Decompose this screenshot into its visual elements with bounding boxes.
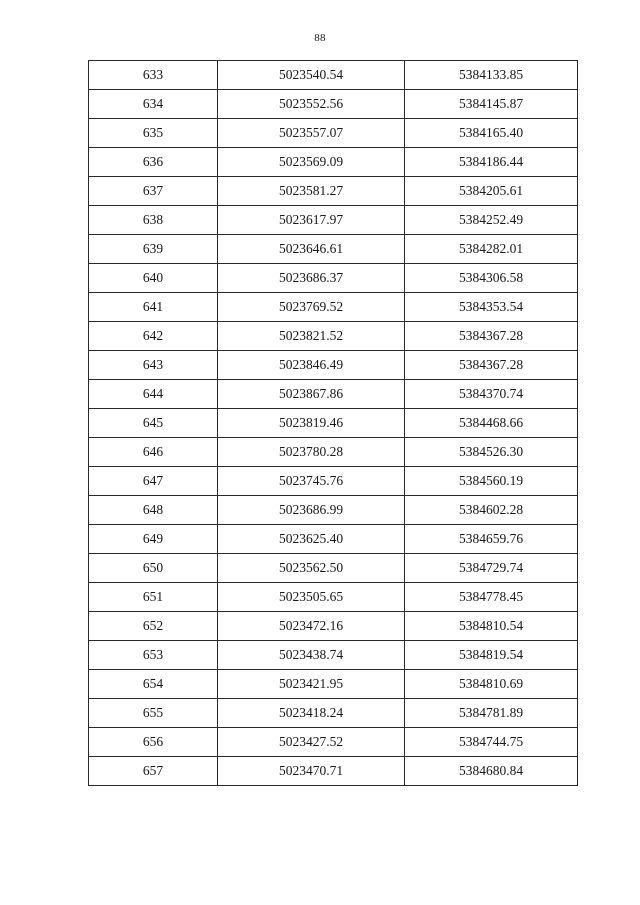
y-coordinate-cell: 5384205.61 [405,177,578,206]
y-coordinate-cell: 5384560.19 [405,467,578,496]
point-number-cell: 651 [89,583,218,612]
table-row [89,264,578,293]
point-number-cell: 633 [89,61,218,90]
x-coordinate-cell: 5023646.61 [218,235,405,264]
table-row [89,351,578,380]
x-coordinate-cell: 5023819.46 [218,409,405,438]
y-coordinate-cell: 5384729.74 [405,554,578,583]
point-number-cell: 650 [89,554,218,583]
x-coordinate-cell: 5023470.71 [218,757,405,786]
table-row [89,670,578,699]
point-number-cell: 647 [89,467,218,496]
table-row [89,293,578,322]
table-row [89,61,578,90]
coordinate-table [88,60,578,786]
table-row [89,322,578,351]
y-coordinate-cell: 5384145.87 [405,90,578,119]
x-coordinate-cell: 5023617.97 [218,206,405,235]
y-coordinate-cell: 5384367.28 [405,322,578,351]
x-coordinate-cell: 5023769.52 [218,293,405,322]
x-coordinate-cell: 5023686.99 [218,496,405,525]
x-coordinate-cell: 5023780.28 [218,438,405,467]
table-row [89,699,578,728]
table-row [89,206,578,235]
y-coordinate-cell: 5384602.28 [405,496,578,525]
table-row [89,612,578,641]
y-coordinate-cell: 5384810.54 [405,612,578,641]
y-coordinate-cell: 5384165.40 [405,119,578,148]
x-coordinate-cell: 5023540.54 [218,61,405,90]
page-number: 88 [314,32,326,44]
point-number-cell: 653 [89,641,218,670]
x-coordinate-cell: 5023552.56 [218,90,405,119]
x-coordinate-cell: 5023745.76 [218,467,405,496]
y-coordinate-cell: 5384306.58 [405,264,578,293]
x-coordinate-cell: 5023821.52 [218,322,405,351]
point-number-cell: 648 [89,496,218,525]
y-coordinate-cell: 5384781.89 [405,699,578,728]
point-number-cell: 649 [89,525,218,554]
x-coordinate-cell: 5023505.65 [218,583,405,612]
table-row [89,583,578,612]
y-coordinate-cell: 5384778.45 [405,583,578,612]
point-number-cell: 645 [89,409,218,438]
x-coordinate-cell: 5023581.27 [218,177,405,206]
table-row [89,90,578,119]
x-coordinate-cell: 5023625.40 [218,525,405,554]
point-number-cell: 638 [89,206,218,235]
table-row [89,119,578,148]
x-coordinate-cell: 5023472.16 [218,612,405,641]
table-row [89,496,578,525]
x-coordinate-cell: 5023867.86 [218,380,405,409]
table-row [89,409,578,438]
point-number-cell: 656 [89,728,218,757]
point-number-cell: 637 [89,177,218,206]
point-number-cell: 634 [89,90,218,119]
y-coordinate-cell: 5384810.69 [405,670,578,699]
y-coordinate-cell: 5384282.01 [405,235,578,264]
y-coordinate-cell: 5384133.85 [405,61,578,90]
x-coordinate-cell: 5023421.95 [218,670,405,699]
point-number-cell: 657 [89,757,218,786]
y-coordinate-cell: 5384680.84 [405,757,578,786]
point-number-cell: 636 [89,148,218,177]
y-coordinate-cell: 5384367.28 [405,351,578,380]
y-coordinate-cell: 5384526.30 [405,438,578,467]
table-row [89,148,578,177]
point-number-cell: 646 [89,438,218,467]
x-coordinate-cell: 5023562.50 [218,554,405,583]
y-coordinate-cell: 5384819.54 [405,641,578,670]
point-number-cell: 640 [89,264,218,293]
y-coordinate-cell: 5384468.66 [405,409,578,438]
point-number-cell: 639 [89,235,218,264]
point-number-cell: 644 [89,380,218,409]
point-number-cell: 643 [89,351,218,380]
x-coordinate-cell: 5023418.24 [218,699,405,728]
y-coordinate-cell: 5384353.54 [405,293,578,322]
y-coordinate-cell: 5384744.75 [405,728,578,757]
table-row [89,554,578,583]
y-coordinate-cell: 5384659.76 [405,525,578,554]
table-row [89,525,578,554]
y-coordinate-cell: 5384186.44 [405,148,578,177]
point-number-cell: 652 [89,612,218,641]
table-row [89,641,578,670]
x-coordinate-cell: 5023438.74 [218,641,405,670]
point-number-cell: 642 [89,322,218,351]
y-coordinate-cell: 5384252.49 [405,206,578,235]
table-row [89,380,578,409]
table-row [89,438,578,467]
point-number-cell: 655 [89,699,218,728]
point-number-cell: 641 [89,293,218,322]
point-number-cell: 654 [89,670,218,699]
table-row [89,467,578,496]
y-coordinate-cell: 5384370.74 [405,380,578,409]
table-row [89,235,578,264]
point-number-cell: 635 [89,119,218,148]
x-coordinate-cell: 5023686.37 [218,264,405,293]
table-row [89,757,578,786]
table-row [89,177,578,206]
x-coordinate-cell: 5023557.07 [218,119,405,148]
coordinate-table-body [89,61,578,786]
table-row [89,728,578,757]
x-coordinate-cell: 5023569.09 [218,148,405,177]
x-coordinate-cell: 5023846.49 [218,351,405,380]
x-coordinate-cell: 5023427.52 [218,728,405,757]
